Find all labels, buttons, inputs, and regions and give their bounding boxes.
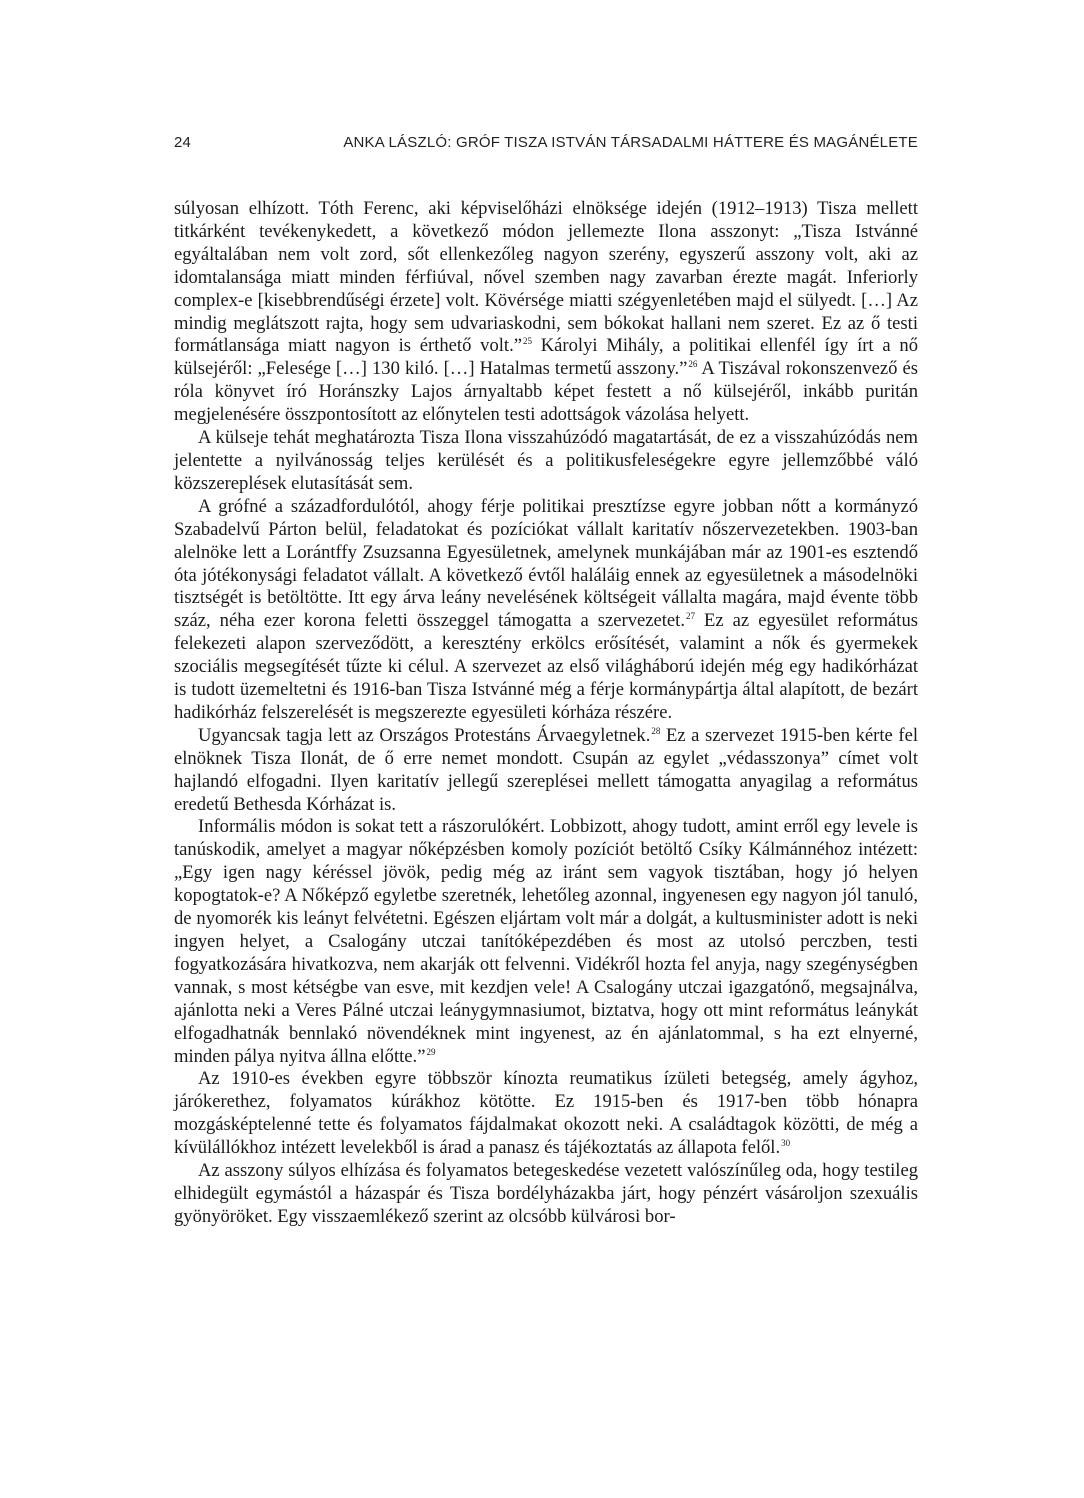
- paragraph-text: Ugyancsak tagja lett az Országos Protestáns Árvaegyletnek.: [198, 724, 651, 746]
- paragraph-text: Ez a szervezet 1915-ben kérte fel elnöknek Tisza Ilonát, de ő erre nemet mondott. Csupán az egylet „védasszonya” címet volt hajlandó elfogadni. Ilyen karitatív jellegű szereplései mellett támogatta anyagilag a református eredetű Bethesda Kórházat is.: [174, 724, 918, 815]
- paragraph-text: Az asszony súlyos elhízása és folyamatos betegeskedése vezetett valószínűleg oda, hogy testileg elhidegült egymástól a házaspár és Tisza bordélyházakba járt, hogy pénzért vásároljon szexuális gyönyöröket. Egy visszaemlékező szerint az olcsóbb külvárosi bor-: [174, 1160, 918, 1227]
- paragraph-text: Az 1910-es években egyre többször kínozta reumatikus ízületi betegség, amely ágyhoz, járókerethez, folyamatos kúrákhoz kötötte. Ez 1915-ben és 1917-ben több hónapra mozgásképtelenné tette és folyamatos fájdalmakat okozott neki. A családtagok közötti, de még a kívülállókhoz intézett levelekből is árad a panasz és tájékoztatás az állapota felől.: [174, 1068, 918, 1159]
- paragraph: [174, 816, 918, 1068]
- paragraph: [174, 198, 918, 427]
- page-header: [174, 134, 918, 156]
- paragraph-text: Károlyi Mihály, a politikai ellenfél így írt a nő külsejéről: „Felesége […] 130 kiló. […] Hatalmas termetű asszony.”: [174, 335, 918, 380]
- footnote-marker[interactable]: 27: [686, 611, 695, 622]
- paragraph: [174, 427, 918, 496]
- paragraph: [174, 496, 918, 725]
- footnote-marker[interactable]: 29: [426, 1046, 436, 1057]
- footnote-marker[interactable]: 30: [781, 1138, 791, 1149]
- running-head: ANKA LÁSZLÓ: GRÓF TISZA ISTVÁN TÁRSADALMI HÁTTERE ÉS MAGÁNÉLETE: [343, 134, 918, 151]
- footnote-marker[interactable]: 28: [651, 725, 661, 736]
- paragraph-text: Ez az egyesület református felekezeti alapon szerveződött, a keresztény erkölcs erősítését, valamint a nők és gyermekek szociális megsegítését tűzte ki célul. A szervezet az első világháború idején még egy hadikórházat is tudott üzemeltetni és 1916-ban Tisza Istvánné még a férje kormánypártja által alapított, de bezárt hadikórház felszerelését is megszerezte egyesületi kórháza részére.: [174, 610, 918, 723]
- paragraph-text: A Tiszával rokonszenvező és róla könyvet író Horánszky Lajos árnyaltabb képet festett a nő külsejéről, inkább puritán megjelenésére összpontosított az előnytelen testi adottságok vázolása helyett.: [174, 358, 918, 426]
- page-number: 24: [174, 134, 192, 151]
- body-text: [174, 198, 918, 1229]
- paragraph-text: A grófné a századfordulótól, ahogy férje politikai presztízse egyre jobban nőtt a kormányzó Szabadelvű Párton belül, feladatokat és pozíciókat vállalt karitatív nőszervezetekben. 1903-ban alelnöke lett a Lorántffy Zsuzsanna Egyesületnek, amelynek munkájában már az 1901-es esztendő óta jótékonysági feladatot vállalt. A következő évtől haláláig ennek az egyesületnek a másodelnöki tisztségét is betöltötte. Itt egy árva leány nevelésének költségeit vállalta magára, majd évente több száz, néha ezer korona feletti összeggel támogatta a szervezetet.: [174, 495, 918, 632]
- paragraph: [174, 1160, 918, 1229]
- paragraph-text: A külseje tehát meghatározta Tisza Ilona visszahúzódó magatartását, de ez a visszahúzódás nem jelentette a nyilvánosság teljes kerülését és a politikusfeleségekre egyre jellemzőbbé váló közszereplések elutasítását sem.: [174, 427, 918, 494]
- footnote-marker[interactable]: 25: [522, 336, 532, 347]
- footnote-marker[interactable]: 26: [688, 359, 698, 370]
- paragraph: [174, 725, 918, 817]
- paragraph-text: súlyosan elhízott. Tóth Ferenc, aki képviselőházi elnöksége idején (1912–1913) Tisza mellett titkárként tevékenykedett, a következő módon jellemezte Ilona asszonyt: „Tisza Istvánné egyáltalában nem volt zord, sőt ellenkezőleg nagyon szerény, egyszerű asszony volt, aki az idomtalansága miatt minden férfiúval, nővel szemben nagy zavarban érezte magát. Inferiorly complex-e [kisebbrendűségi érzete] volt. Kövérsége miatti szégyenletében majd el sülyedt. […] Az mindig meglátszott rajta, hogy sem udvariaskodni, sem bókokat hallani nem szeret. Ez az ő testi formátlansága miatt nagyon is érthető volt.”: [174, 198, 918, 357]
- paragraph-text: Informális módon is sokat tett a rászorulókért. Lobbizott, ahogy tudott, amint erről egy levele is tanúskodik, amelyet a magyar nőképzésben komoly pozíciót betöltő Csíky Kálmánnéhoz intézett: „Egy igen nagy kéréssel jövök, pedig még az iránt sem vagyok tisztában, hogy jó helyen kopogtatok-e? A Nőképző egyletbe szeretnék, lehetőleg azonnal, ingyenesen egy nagyon jól tanuló, de nyomorék kis leányt felvétetni. Egészen eljártam volt már a dolgát, a kultusminister adott is neki ingyen helyet, a Csalogány utczai tanítóképezdében és most az utolsó perczben, testi fogyatkozására hivatkozva, nem akarják ott felvenni. Vidékről hozta fel anyja, nagy szegénységben vannak, s most kétségbe van esve, mit kezdjen vele! A Csalogány utczai igazgatónő, megsajnálva, ajánlotta neki a Veres Pálné utczai leánygymnasiumot, biztatva, hogy ott mint református leánykát elfogadhatnák bennlakó növendéknek mint ingyenest, az én ajánlatommal, s ha ezt elnyerné, minden pálya nyitva állna előtte.”: [174, 816, 918, 1067]
- paragraph: [174, 1068, 918, 1160]
